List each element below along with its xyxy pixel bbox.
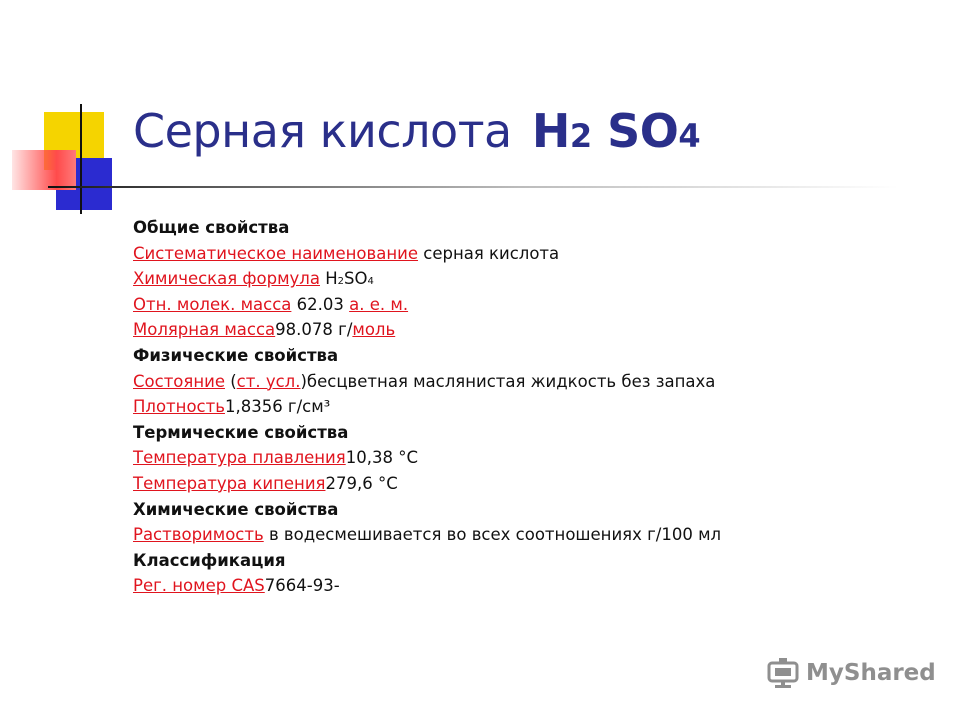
value-melting: 10,38 °C — [345, 448, 418, 468]
row-chemical-formula — [133, 266, 913, 292]
link-systematic-name[interactable]: Систематическое наименование — [133, 243, 419, 263]
section-heading-classification: Классификация — [133, 550, 286, 570]
value-formula: H2SO4 — [319, 269, 374, 289]
watermark-text: MyShared — [806, 660, 936, 686]
properties-list — [133, 215, 913, 599]
section-heading-physical: Физические свойства — [133, 345, 339, 365]
red-bar — [12, 150, 76, 190]
value-state: )бесцветная маслянистая жидкость без запаха — [300, 371, 716, 391]
link-density[interactable]: Плотность — [133, 397, 225, 417]
link-boiling-point[interactable]: Температура кипения — [133, 473, 326, 493]
link-state[interactable]: Состояние — [133, 371, 225, 391]
vertical-rule — [80, 104, 82, 214]
row-systematic-name — [133, 241, 913, 267]
link-melting-point[interactable]: Температура плавления — [133, 448, 346, 468]
section-heading-general: Общие свойства — [133, 218, 290, 237]
row-density — [133, 394, 913, 420]
value-boiling: 279,6 °C — [325, 473, 398, 493]
link-cas-number[interactable]: Рег. номер CAS — [133, 576, 265, 596]
watermark — [766, 656, 936, 690]
row-cas — [133, 573, 913, 599]
link-chemical-formula[interactable]: Химическая формула — [133, 269, 320, 289]
link-mol[interactable]: моль — [352, 320, 396, 340]
section-heading-chemical: Химические свойства — [133, 499, 339, 519]
value-systematic-name: серная кислота — [418, 243, 560, 263]
title-text: Серная кислота — [133, 104, 512, 158]
projector-icon — [766, 657, 800, 689]
page-title — [133, 104, 700, 158]
row-boiling — [133, 471, 913, 497]
row-state: Состояние (ст. усл.)бесцветная маслянистая жидкость без запаха — [133, 371, 716, 391]
link-solubility[interactable]: Растворимость — [133, 525, 264, 545]
title-formula: H2 SO4 — [531, 104, 701, 158]
value-density: 1,8356 г/см³ — [224, 397, 331, 417]
row-rel-mass — [133, 292, 913, 318]
title-underline — [48, 186, 898, 188]
corner-decoration — [0, 0, 140, 230]
value-solubility: в водесмешивается во всех соотношениях г/100 мл — [263, 525, 722, 545]
row-solubility — [133, 522, 913, 548]
value-rel-mass: 62.03 — [291, 294, 350, 314]
link-rel-mass[interactable]: Отн. молек. масса — [133, 294, 292, 314]
link-molar-mass[interactable]: Молярная масса — [133, 320, 276, 340]
row-melting — [133, 445, 913, 471]
value-molar-mass: 98.078 г/ — [275, 320, 353, 340]
section-heading-thermal: Термические свойства — [133, 422, 349, 442]
row-molar-mass — [133, 317, 913, 343]
link-standard-conditions[interactable]: ст. усл. — [236, 371, 301, 391]
value-cas: 7664-93- — [264, 576, 340, 596]
link-amu[interactable]: а. е. м. — [349, 294, 409, 314]
